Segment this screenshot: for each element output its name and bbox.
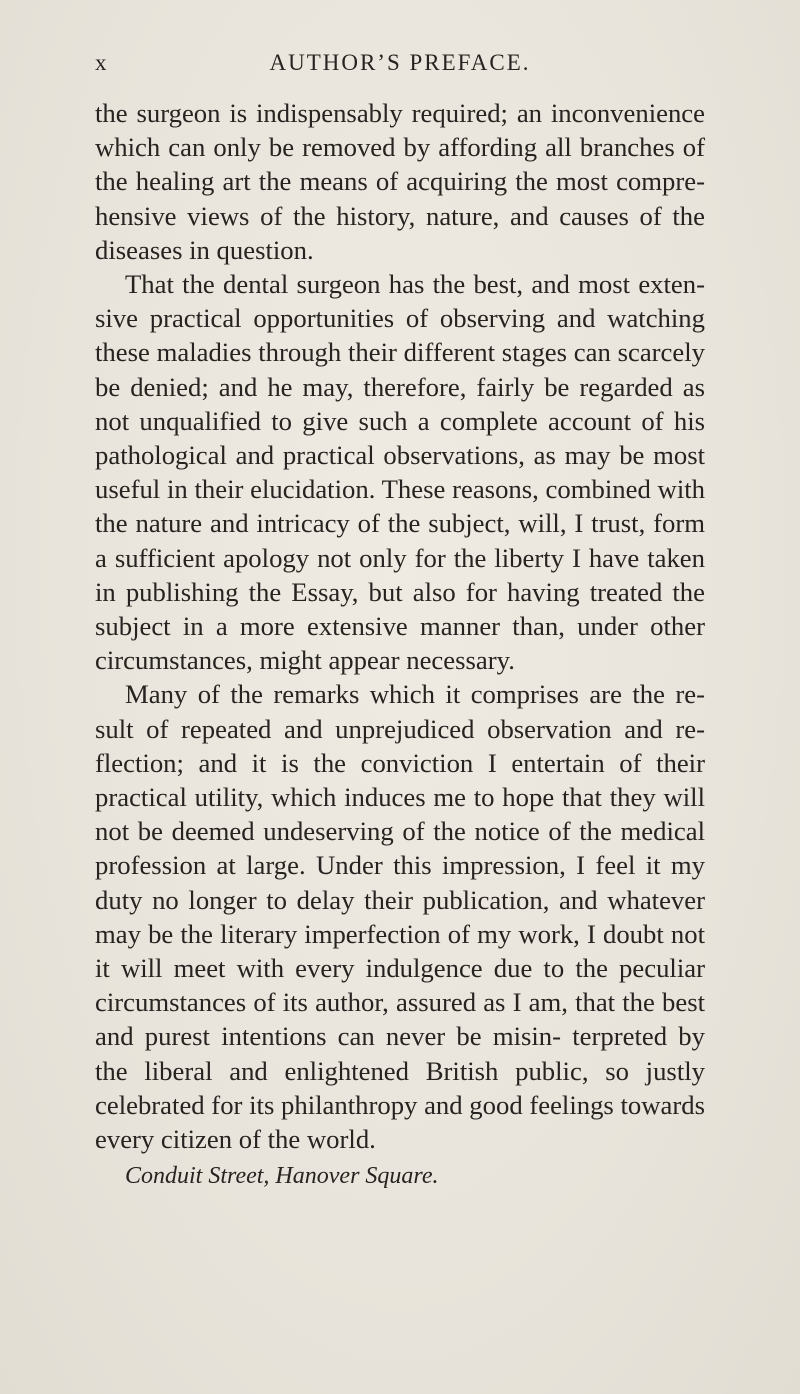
preface-body: [95, 96, 705, 1156]
place-signature: Conduit Street, Hanover Square.: [125, 1163, 439, 1189]
paragraph-dental-surgeon: That the dental surgeon has the best, and most exten- sive practical opportunities of observing and watching these maladies through their different stages can scarcely be denied; and he may, therefore, fairly be regarded as not unqualified to give such a complete account of his pathological and practical observations, as may be most useful in their elucidation. These reasons, combined with the nature and intricacy of the subject, will, I trust, form a sufficient apology not only for the liberty I have taken in publishing the Essay, but also for having treated the subject in a more extensive manner than, under other circumstances, might appear necessary.: [95, 269, 705, 676]
running-title: AUTHOR’S PREFACE.: [269, 50, 531, 75]
paragraph-remarks: Many of the remarks which it comprises are the re- sult of repeated and unprejudiced observation and re- flection; and it is the conviction I entertain of their practical utility, which induces me to hope that they will not be deemed undeserving of the notice of the medical profession at large. Under this impression, I feel it my duty no longer to delay their publication, and whatever may be the literary imperfection of my work, I doubt not it will meet with every indulgence due to the peculiar circumstances of its author, assured as I am, that the best and purest intentions can never be misin- terpreted by the liberal and enlightened British public, so justly celebrated for its philanthropy and good feelings towards every citizen of the world.: [95, 679, 705, 1155]
page-number: x: [95, 50, 108, 75]
running-head: [95, 50, 705, 82]
paragraph-continued: the surgeon is indispensably required; an inconvenience which can only be removed by affording all branches of the healing art the means of acquiring the most compre- hensive views of the history, nature, and causes of the diseases in question.: [95, 98, 705, 265]
